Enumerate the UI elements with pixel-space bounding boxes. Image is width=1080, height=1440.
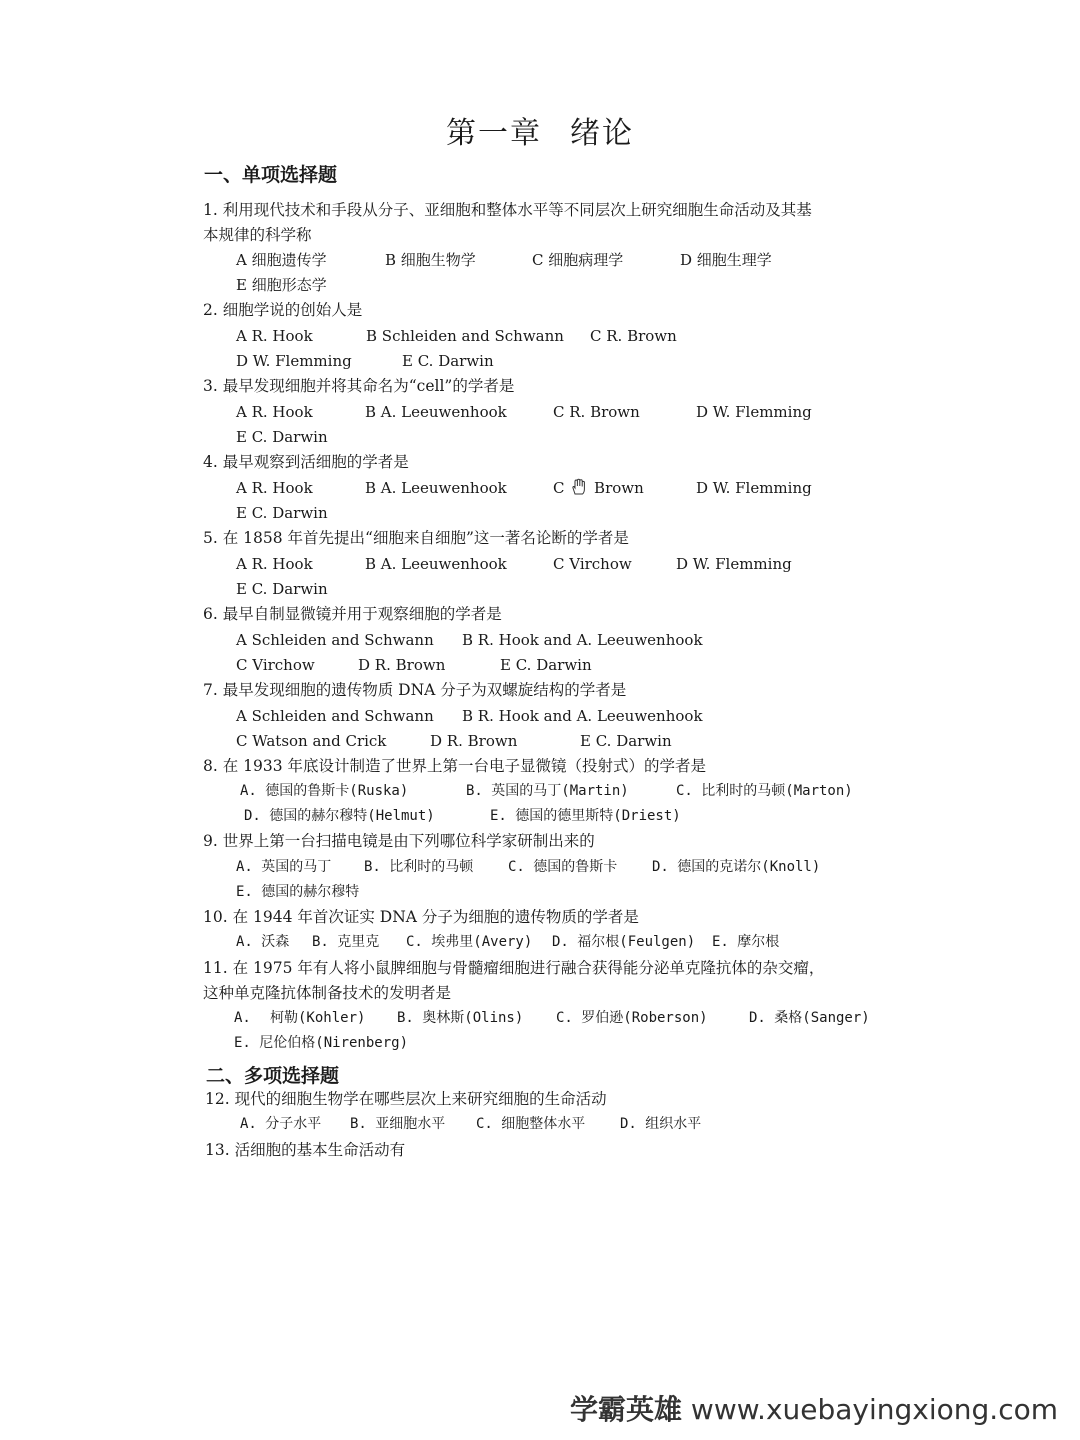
q4-option-e: E C. Darwin <box>236 504 328 522</box>
q11-option-a-letter: A. <box>234 1010 251 1026</box>
q9-option-d: D. 德国的克诺尔(Knoll) <box>652 859 821 875</box>
question-13: 13. 活细胞的基本生命活动有 <box>205 1141 406 1159</box>
q2-option-a: A R. Hook <box>236 327 313 345</box>
q8-option-a: A. 德国的鲁斯卡(Ruska) <box>240 783 409 799</box>
q8-option-b: B. 英国的马丁(Martin) <box>466 783 629 799</box>
chapter-number: 第一章 <box>446 116 542 151</box>
q3-option-a: A R. Hook <box>236 403 313 421</box>
q6-option-c: C Virchow <box>236 656 315 674</box>
question-5: 5. 在 1858 年首先提出“细胞来自细胞”这一著名论断的学者是 <box>203 529 629 547</box>
watermark-cn: 学霸英雄 <box>570 1393 683 1426</box>
question-11-line1: 11. 在 1975 年有人将小鼠脾细胞与骨髓瘤细胞进行融合获得能分泌单克隆抗体的杂交瘤， <box>203 959 825 977</box>
q3-option-d: D W. Flemming <box>696 403 812 421</box>
q7-option-d: D R. Brown <box>430 732 518 750</box>
q3-option-b: B A. Leeuwenhook <box>365 403 507 421</box>
section-heading-multiple-choice: 二、多项选择题 <box>206 1065 340 1087</box>
q11-option-b: B. 奥林斯(Olins) <box>397 1010 524 1026</box>
q10-option-d: D. 福尔根(Feulgen) <box>552 934 696 950</box>
q6-option-a: A Schleiden and Schwann <box>236 631 434 649</box>
q10-option-e: E. 摩尔根 <box>712 934 780 950</box>
q4-option-a: A R. Hook <box>236 479 313 497</box>
q9-option-e: E. 德国的赫尔穆特 <box>236 884 360 900</box>
q5-option-a: A R. Hook <box>236 555 313 573</box>
q11-option-e: E. 尼伦伯格(Nirenberg) <box>234 1035 409 1051</box>
question-11-line2: 这种单克隆抗体制备技术的发明者是 <box>203 984 452 1002</box>
q1-option-d: D 细胞生理学 <box>680 251 772 269</box>
q2-option-c: C R. Brown <box>590 327 677 345</box>
question-12: 12. 现代的细胞生物学在哪些层次上来研究细胞的生命活动 <box>205 1090 607 1108</box>
q12-option-b: B. 亚细胞水平 <box>350 1116 446 1132</box>
q5-option-d: D W. Flemming <box>676 555 792 573</box>
q12-option-d: D. 组织水平 <box>620 1116 702 1132</box>
question-9: 9. 世界上第一台扫描电镜是由下列哪位科学家研制出来的 <box>203 832 595 850</box>
q4-option-c-text: Brown <box>594 479 644 497</box>
q6-option-b: B R. Hook and A. Leeuwenhook <box>462 631 703 649</box>
q7-option-e: E C. Darwin <box>580 732 672 750</box>
q8-option-d: D. 德国的赫尔穆特(Helmut) <box>244 808 435 824</box>
q9-option-a: A. 英国的马丁 <box>236 859 332 875</box>
q11-option-d: D. 桑格(Sanger) <box>749 1010 870 1026</box>
q1-option-a: A 细胞遗传学 <box>236 251 327 269</box>
q3-option-c: C R. Brown <box>553 403 640 421</box>
site-watermark <box>570 1388 1058 1428</box>
q10-option-b: B. 克里克 <box>312 934 380 950</box>
hand-cursor-icon <box>569 477 589 497</box>
q6-option-e: E C. Darwin <box>500 656 592 674</box>
q10-option-c: C. 埃弗里(Avery) <box>406 934 533 950</box>
question-7: 7. 最早发现细胞的遗传物质 DNA 分子为双螺旋结构的学者是 <box>203 681 627 699</box>
q1-option-c: C 细胞病理学 <box>532 251 624 269</box>
q5-option-b: B A. Leeuwenhook <box>365 555 507 573</box>
q9-option-c: C. 德国的鲁斯卡 <box>508 859 618 875</box>
q10-option-a: A. 沃森 <box>236 934 290 950</box>
q11-option-a: 柯勒(Kohler) <box>270 1010 366 1026</box>
section-heading-single-choice: 一、单项选择题 <box>204 164 338 186</box>
q8-option-c: C. 比利时的马顿(Marton) <box>676 783 853 799</box>
q2-option-b: B Schleiden and Schwann <box>366 327 564 345</box>
q1-option-e: E 细胞形态学 <box>236 276 327 294</box>
watermark-url: www.xuebayingxiong.com <box>690 1393 1058 1426</box>
question-10: 10. 在 1944 年首次证实 DNA 分子为细胞的遗传物质的学者是 <box>203 908 639 926</box>
q9-option-b: B. 比利时的马顿 <box>364 859 474 875</box>
q4-option-c <box>553 476 644 501</box>
q2-option-d: D W. Flemming <box>236 352 352 370</box>
q7-option-c: C Watson and Crick <box>236 732 387 750</box>
q12-option-a: A. 分子水平 <box>240 1116 322 1132</box>
q4-option-d: D W. Flemming <box>696 479 812 497</box>
question-2: 2. 细胞学说的创始人是 <box>203 301 363 319</box>
q5-option-c: C Virchow <box>553 555 632 573</box>
q2-option-e: E C. Darwin <box>402 352 494 370</box>
question-1-line1: 1. 利用现代技术和手段从分子、亚细胞和整体水平等不同层次上研究细胞生命活动及其基 <box>203 201 812 219</box>
q8-option-e: E. 德国的德里斯特(Driest) <box>490 808 681 824</box>
q3-option-e: E C. Darwin <box>236 428 328 446</box>
q4-option-b: B A. Leeuwenhook <box>365 479 507 497</box>
page-title <box>0 108 1080 152</box>
q5-option-e: E C. Darwin <box>236 580 328 598</box>
question-8: 8. 在 1933 年底设计制造了世界上第一台电子显微镜（投射式）的学者是 <box>203 757 707 775</box>
q11-option-c: C. 罗伯逊(Roberson) <box>556 1010 708 1026</box>
q7-option-a: A Schleiden and Schwann <box>236 707 434 725</box>
q1-option-b: B 细胞生物学 <box>385 251 476 269</box>
question-6: 6. 最早自制显微镜并用于观察细胞的学者是 <box>203 605 502 623</box>
chapter-name: 绪论 <box>570 116 634 151</box>
q7-option-b: B R. Hook and A. Leeuwenhook <box>462 707 703 725</box>
q12-option-c: C. 细胞整体水平 <box>476 1116 586 1132</box>
question-4: 4. 最早观察到活细胞的学者是 <box>203 453 409 471</box>
question-3: 3. 最早发现细胞并将其命名为“cell”的学者是 <box>203 377 515 395</box>
q4-option-c-letter: C <box>553 479 565 497</box>
q6-option-d: D R. Brown <box>358 656 446 674</box>
question-1-line2: 本规律的科学称 <box>203 226 312 244</box>
